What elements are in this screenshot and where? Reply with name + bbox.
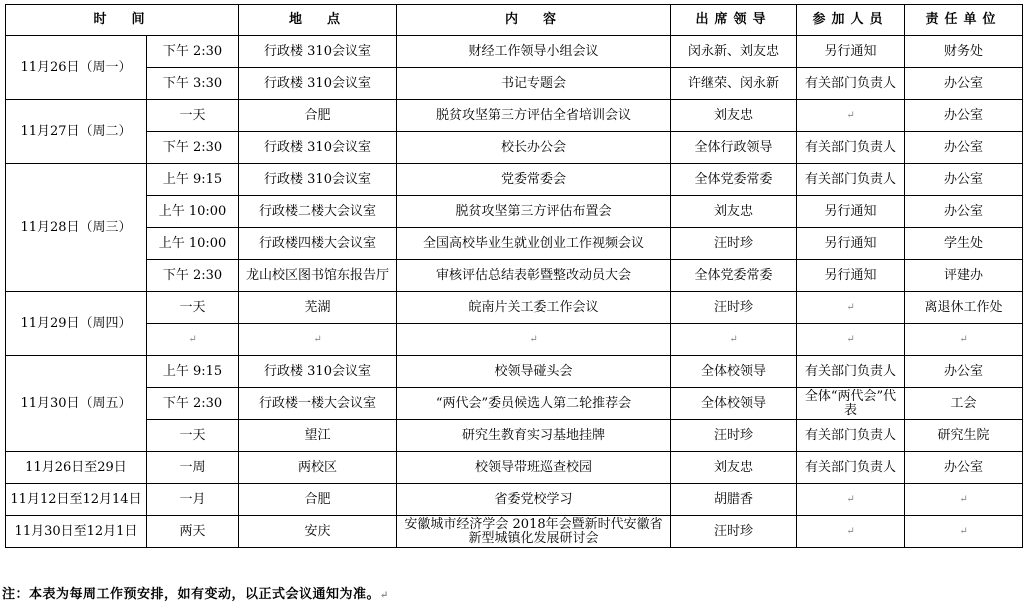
- schedule-table: [5, 4, 1023, 548]
- attendees-cell: [797, 324, 905, 356]
- leader-cell: 许继荣、闵永新: [671, 68, 797, 100]
- content-cell: 财经工作领导小组会议: [397, 36, 671, 68]
- unit-cell: 办公室: [905, 164, 1023, 196]
- leader-cell: 汪时珍: [671, 228, 797, 260]
- unit-cell: 办公室: [905, 356, 1023, 388]
- time-cell: 下午 2:30: [147, 260, 239, 292]
- time-cell: 上午 10:00: [147, 228, 239, 260]
- content-cell: 校长办公会: [397, 132, 671, 164]
- table-row: [6, 36, 1023, 68]
- time-cell: 上午 9:15: [147, 356, 239, 388]
- content-cell: 脱贫攻坚第三方评估布置会: [397, 196, 671, 228]
- attendees-cell: 另行通知: [797, 260, 905, 292]
- leader-cell: 全体党委常委: [671, 164, 797, 196]
- time-cell: 下午 2:30: [147, 132, 239, 164]
- leader-cell: 全体行政领导: [671, 132, 797, 164]
- content-cell: 皖南片关工委工作会议: [397, 292, 671, 324]
- leader-cell: 汪时珍: [671, 420, 797, 452]
- paragraph-mark: ↵: [846, 526, 855, 537]
- date-cell: 11月30日至12月1日: [6, 516, 147, 548]
- paragraph-mark: ↵: [380, 590, 389, 601]
- paragraph-mark: ↵: [959, 494, 968, 505]
- content-cell: [397, 324, 671, 356]
- table-row: [6, 388, 1023, 420]
- paragraph-mark: ↵: [188, 334, 197, 345]
- attendees-cell: [797, 484, 905, 516]
- date-cell: 11月28日（周三）: [6, 164, 147, 292]
- paragraph-mark: ↵: [313, 334, 322, 345]
- paragraph-mark: ↵: [529, 334, 538, 345]
- leader-cell: 刘友忠: [671, 196, 797, 228]
- time-cell: 一月: [147, 484, 239, 516]
- unit-cell: [905, 324, 1023, 356]
- unit-cell: 工会: [905, 388, 1023, 420]
- table-row: [6, 228, 1023, 260]
- attendees-cell: 全体“两代会”代表: [797, 388, 905, 420]
- place-cell: [239, 324, 397, 356]
- table-row: [6, 132, 1023, 164]
- content-cell: 安徽城市经济学会 2018年会暨新时代安徽省新型城镇化发展研讨会: [397, 516, 671, 548]
- attendees-cell: 有关部门负责人: [797, 68, 905, 100]
- content-cell: 校领导带班巡查校园: [397, 452, 671, 484]
- unit-cell: 评建办: [905, 260, 1023, 292]
- time-cell: 一天: [147, 100, 239, 132]
- place-cell: 行政楼二楼大会议室: [239, 196, 397, 228]
- leader-cell: 全体校领导: [671, 356, 797, 388]
- time-cell: [147, 324, 239, 356]
- table-row: [6, 164, 1023, 196]
- content-cell: “两代会”委员候选人第二轮推荐会: [397, 388, 671, 420]
- table-row: [6, 452, 1023, 484]
- place-cell: 行政楼四楼大会议室: [239, 228, 397, 260]
- place-cell: 两校区: [239, 452, 397, 484]
- time-cell: 一天: [147, 420, 239, 452]
- attendees-cell: 有关部门负责人: [797, 164, 905, 196]
- table-row: [6, 100, 1023, 132]
- time-cell: 两天: [147, 516, 239, 548]
- paragraph-mark: ↵: [959, 526, 968, 537]
- paragraph-mark: ↵: [846, 110, 855, 121]
- unit-cell: 办公室: [905, 100, 1023, 132]
- date-cell: 11月27日（周二）: [6, 100, 147, 164]
- content-cell: 脱贫攻坚第三方评估全省培训会议: [397, 100, 671, 132]
- header-attendees: 参加人员: [797, 5, 905, 36]
- date-cell: 11月26日至29日: [6, 452, 147, 484]
- content-cell: 全国高校毕业生就业创业工作视频会议: [397, 228, 671, 260]
- table-row-empty: [6, 324, 1023, 356]
- footnote: [2, 583, 389, 602]
- time-cell: 下午 2:30: [147, 36, 239, 68]
- place-cell: 行政楼一楼大会议室: [239, 388, 397, 420]
- time-cell: 一周: [147, 452, 239, 484]
- attendees-cell: [797, 100, 905, 132]
- date-cell: 11月29日（周四）: [6, 292, 147, 356]
- unit-cell: 办公室: [905, 196, 1023, 228]
- leader-cell: 汪时珍: [671, 292, 797, 324]
- unit-cell: 财务处: [905, 36, 1023, 68]
- unit-cell: 学生处: [905, 228, 1023, 260]
- place-cell: 行政楼 310会议室: [239, 356, 397, 388]
- table-row: [6, 484, 1023, 516]
- header-place: 地 点: [239, 5, 397, 36]
- table-row: [6, 516, 1023, 548]
- content-cell: 校领导碰头会: [397, 356, 671, 388]
- header-leader: 出席领导: [671, 5, 797, 36]
- attendees-cell: [797, 516, 905, 548]
- time-cell: 下午 3:30: [147, 68, 239, 100]
- table-row: [6, 260, 1023, 292]
- place-cell: 望江: [239, 420, 397, 452]
- attendees-cell: 有关部门负责人: [797, 420, 905, 452]
- paragraph-mark: ↵: [959, 334, 968, 345]
- leader-cell: 汪时珍: [671, 516, 797, 548]
- paragraph-mark: ↵: [729, 334, 738, 345]
- leader-cell: 全体校领导: [671, 388, 797, 420]
- time-cell: 一天: [147, 292, 239, 324]
- unit-cell: 研究生院: [905, 420, 1023, 452]
- leader-cell: [671, 324, 797, 356]
- unit-cell: 离退休工作处: [905, 292, 1023, 324]
- date-cell: 11月12日至12月14日: [6, 484, 147, 516]
- attendees-cell: 另行通知: [797, 36, 905, 68]
- place-cell: 行政楼 310会议室: [239, 164, 397, 196]
- paragraph-mark: ↵: [846, 302, 855, 313]
- content-cell: 党委常委会: [397, 164, 671, 196]
- attendees-cell: 另行通知: [797, 228, 905, 260]
- leader-cell: 全体党委常委: [671, 260, 797, 292]
- leader-cell: 刘友忠: [671, 100, 797, 132]
- content-cell: 书记专题会: [397, 68, 671, 100]
- unit-cell: [905, 516, 1023, 548]
- time-cell: 下午 2:30: [147, 388, 239, 420]
- header-time: 时 间: [6, 5, 239, 36]
- content-cell: 省委党校学习: [397, 484, 671, 516]
- leader-cell: 刘友忠: [671, 452, 797, 484]
- leader-cell: 闵永新、刘友忠: [671, 36, 797, 68]
- content-cell: 审核评估总结表彰暨整改动员大会: [397, 260, 671, 292]
- place-cell: 行政楼 310会议室: [239, 68, 397, 100]
- place-cell: 龙山校区图书馆东报告厅: [239, 260, 397, 292]
- table-row: [6, 196, 1023, 228]
- time-cell: 上午 10:00: [147, 196, 239, 228]
- paragraph-mark: ↵: [846, 494, 855, 505]
- paragraph-mark: ↵: [846, 334, 855, 345]
- place-cell: 芜湖: [239, 292, 397, 324]
- unit-cell: 办公室: [905, 132, 1023, 164]
- unit-cell: 办公室: [905, 452, 1023, 484]
- place-cell: 行政楼 310会议室: [239, 132, 397, 164]
- date-cell: 11月26日（周一）: [6, 36, 147, 100]
- attendees-cell: 有关部门负责人: [797, 132, 905, 164]
- date-cell: 11月30日（周五）: [6, 356, 147, 452]
- table-row: [6, 356, 1023, 388]
- place-cell: 合肥: [239, 100, 397, 132]
- place-cell: 合肥: [239, 484, 397, 516]
- footnote-text: 注：本表为每周工作预安排，如有变动，以正式会议通知为准。: [2, 587, 381, 602]
- table-row: [6, 420, 1023, 452]
- table-row: [6, 292, 1023, 324]
- leader-cell: 胡腊香: [671, 484, 797, 516]
- attendees-cell: [797, 292, 905, 324]
- place-cell: 安庆: [239, 516, 397, 548]
- attendees-cell: 有关部门负责人: [797, 356, 905, 388]
- content-cell: 研究生教育实习基地挂牌: [397, 420, 671, 452]
- attendees-cell: 另行通知: [797, 196, 905, 228]
- header-unit: 责任单位: [905, 5, 1023, 36]
- header-content: 内 容: [397, 5, 671, 36]
- unit-cell: 办公室: [905, 68, 1023, 100]
- attendees-cell: 有关部门负责人: [797, 452, 905, 484]
- table-row: [6, 68, 1023, 100]
- unit-cell: [905, 484, 1023, 516]
- header-row: [6, 5, 1023, 36]
- place-cell: 行政楼 310会议室: [239, 36, 397, 68]
- time-cell: 上午 9:15: [147, 164, 239, 196]
